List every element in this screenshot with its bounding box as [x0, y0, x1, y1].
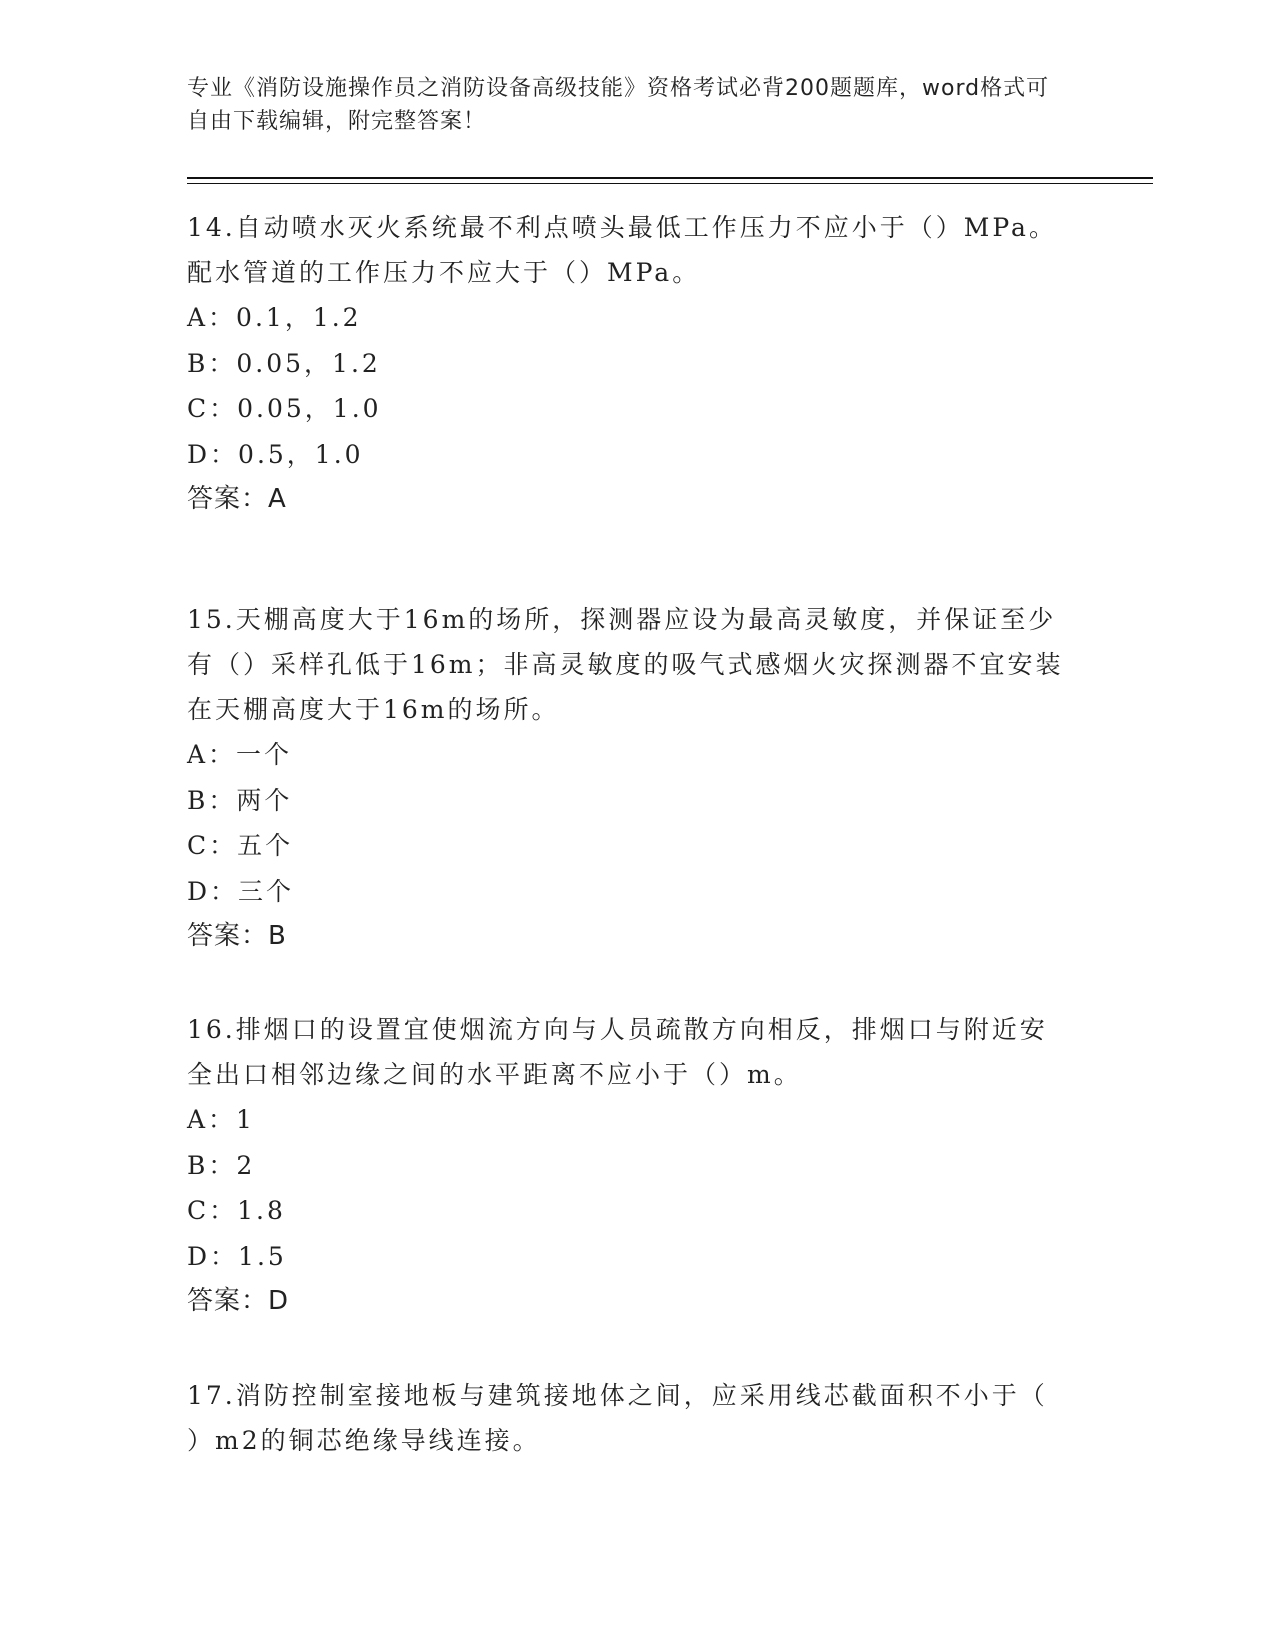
option-a: A：一个 [187, 740, 293, 769]
question-stem-line: 全出口相邻边缘之间的水平距离不应小于（）m。 [187, 1060, 802, 1089]
question-14 [187, 205, 1087, 522]
question-stem-line: 15.天棚高度大于16m的场所，探测器应设为最高灵敏度，并保证至少 [187, 605, 1057, 634]
option-c: C：1.8 [187, 1196, 286, 1225]
question-stem-line: 16.排烟口的设置宜使烟流方向与人员疏散方向相反，排烟口与附近安 [187, 1015, 1048, 1044]
question-stem-line: 在天棚高度大于16m的场所。 [187, 695, 560, 724]
header-divider-thick [187, 177, 1153, 179]
question-15 [187, 597, 1087, 959]
header-divider-thin [187, 183, 1153, 184]
option-d: D：0.5，1.0 [187, 439, 364, 469]
option-b: B：两个 [187, 785, 293, 815]
option-c: C：0.05，1.0 [187, 394, 382, 423]
option-b: B：0.05，1.2 [187, 348, 381, 378]
question-16 [187, 1007, 1087, 1324]
question-17 [187, 1373, 1087, 1463]
question-stem-line: 17.消防控制室接地板与建筑接地体之间，应采用线芯截面积不小于（ [187, 1381, 1048, 1410]
question-stem-line: 配水管道的工作压力不应大于（）MPa。 [187, 258, 701, 287]
question-stem-line: 14.自动喷水灭火系统最不利点喷头最低工作压力不应小于（）MPa。 [187, 213, 1057, 242]
document-header [187, 72, 1067, 138]
answer-line: 答案：B [187, 921, 287, 951]
header-text: 专业《消防设施操作员之消防设备高级技能》资格考试必背200题题库，word格式可自由下载编辑，附完整答案！ [187, 76, 1050, 134]
question-stem-line: ）m2的铜芯绝缘导线连接。 [187, 1426, 541, 1455]
option-c: C：五个 [187, 831, 294, 860]
question-stem-line: 有（）采样孔低于16m；非高灵敏度的吸气式感烟火灾探测器不宜安装 [187, 650, 1064, 679]
option-a: A：0.1，1.2 [187, 303, 362, 332]
answer-line: 答案：D [187, 1286, 290, 1316]
option-a: A：1 [187, 1105, 255, 1134]
answer-line: 答案：A [187, 484, 287, 514]
option-d: D：三个 [187, 876, 295, 906]
option-d: D：1.5 [187, 1241, 287, 1271]
option-b: B：2 [187, 1150, 256, 1180]
